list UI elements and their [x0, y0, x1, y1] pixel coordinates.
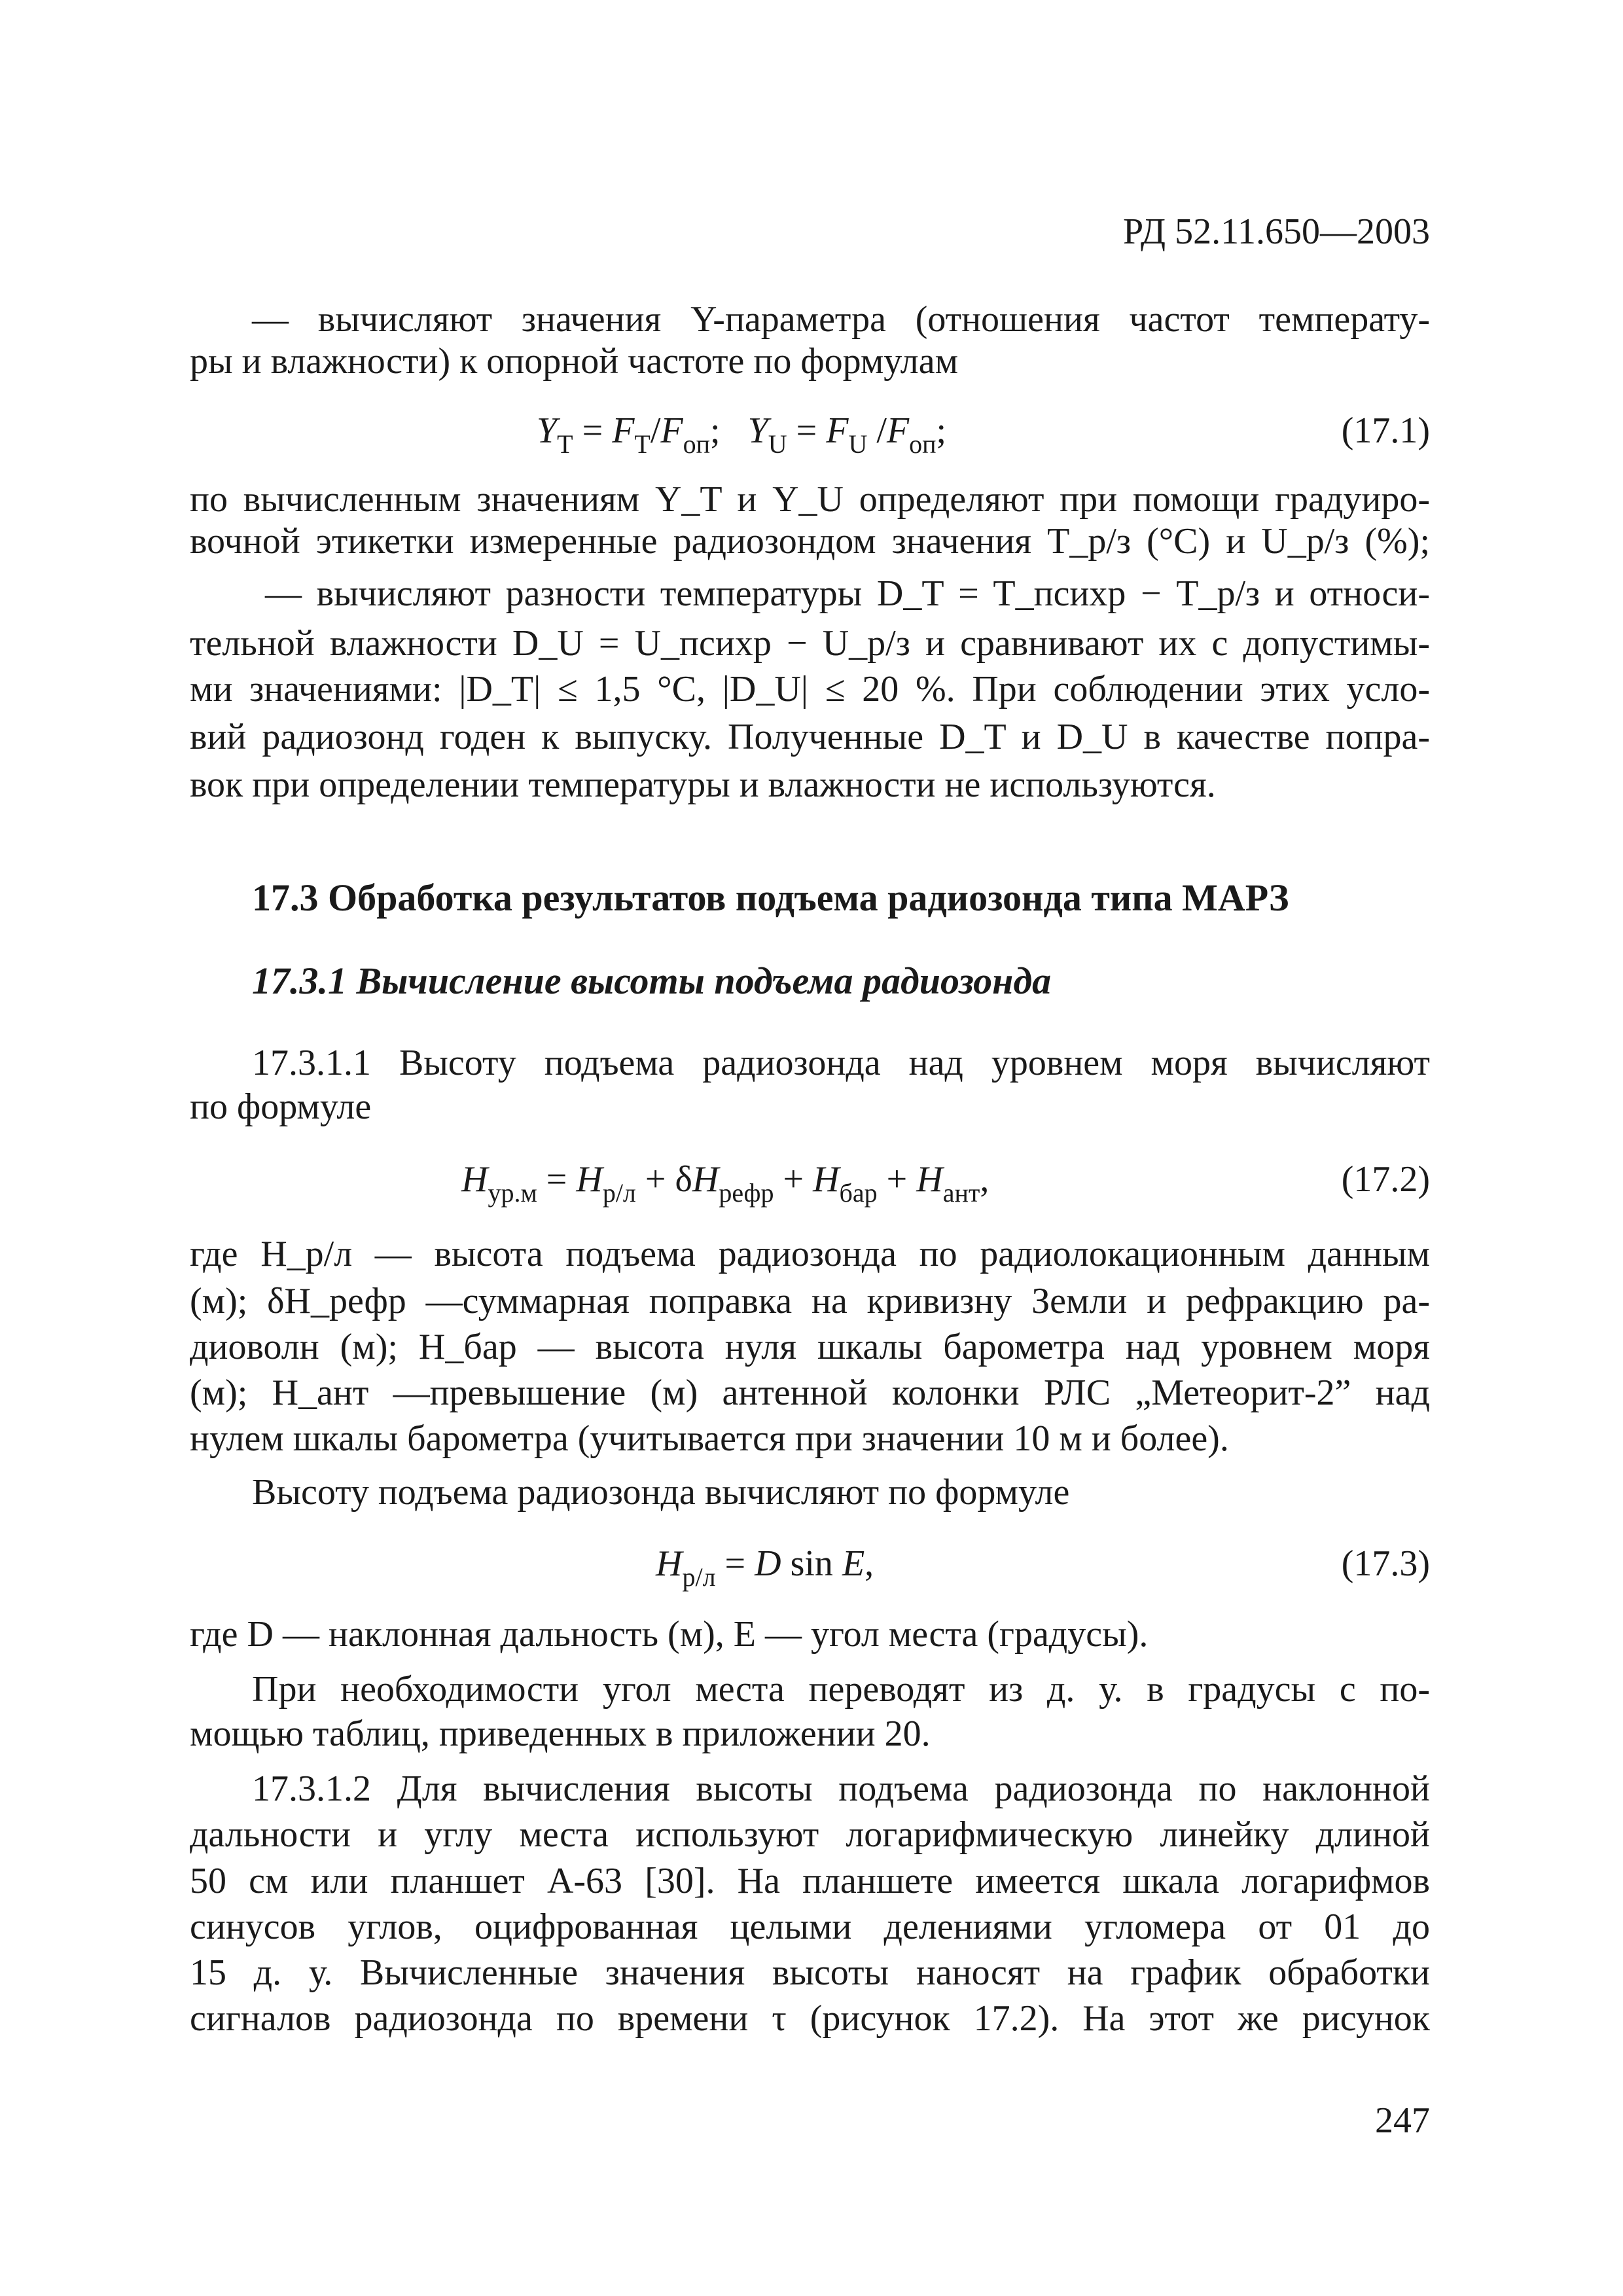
equation-17-3: $H_{р/л} = D$ sin E,	[656, 1543, 874, 1592]
text-line: 17.3.1.1 Высоту подъема радиозонда над уровнем моря вычисляют	[252, 1043, 1430, 1083]
text-line: Высоту подъема радиозонда вычисляют по формуле	[252, 1472, 1070, 1513]
text-line: вочной этикетки измеренные радиозондом значения T_р/з (°С) и U_р/з (%);	[190, 521, 1430, 562]
running-header: РД 52.11.650—2003	[1122, 211, 1430, 252]
text-line: ры и влажности) к опорной частоте по формулам	[190, 341, 959, 382]
equation-17-2: $H_{ур.м} = H_{р/л} + \delta H_{рефр} + H_{бар} + H_{ант}$,	[461, 1159, 990, 1208]
equation-number: (17.1)	[1341, 410, 1430, 451]
text-line: — вычисляют разности температуры D_T = T_психр − T_р/з и относи-	[265, 573, 1430, 614]
text-line: где H_р/л — высота подъема радиозонда по радиолокационным данным	[190, 1234, 1430, 1274]
text-line: синусов углов, оцифрованная целыми делениями угломера от 01 до	[190, 1907, 1430, 1947]
equation-number: (17.2)	[1341, 1159, 1430, 1200]
section-heading: 17.3 Обработка результатов подъема радиозонда типа МАРЗ	[252, 876, 1289, 919]
text-line: ми значениями: |D_T| ≤ 1,5 °С, |D_U| ≤ 20 %. При соблюдении этих усло-	[190, 669, 1430, 709]
text-line: При необходимости угол места переводят из д. у. в градусы с по-	[252, 1669, 1430, 1710]
text-line: дальности и углу места используют логарифмическую линейку длиной	[190, 1814, 1430, 1855]
text-line: 17.3.1.2 Для вычисления высоты подъема радиозонда по наклонной	[252, 1768, 1430, 1809]
equation-17-1: $Y_T = F_T/F_{оп}$; $Y_U = F_U$ $/F_{оп}$;	[537, 410, 947, 459]
text-line: где D — наклонная дальность (м), E — угол места (градусы).	[190, 1614, 1149, 1655]
text-line: вок при определении температуры и влажности не используются.	[190, 764, 1216, 805]
text-line: (м); H_ант —превышение (м) антенной колонки РЛС „Метеорит-2” над	[190, 1372, 1430, 1413]
text-line: по формуле	[190, 1086, 372, 1127]
text-line: нулем шкалы барометра (учитывается при значении 10 м и более).	[190, 1418, 1229, 1459]
text-line: сигналов радиозонда по времени τ (рисунок 17.2). На этот же рисунок	[190, 1998, 1430, 2039]
page-number: 247	[1375, 2100, 1430, 2141]
subsection-heading: 17.3.1 Вычисление высоты подъема радиозонда	[252, 960, 1052, 1002]
equation-number: (17.3)	[1341, 1543, 1430, 1584]
text-line: по вычисленным значениям Y_T и Y_U определяют при помощи градуиро-	[190, 479, 1430, 520]
text-line: 50 см или планшет А-63 [30]. На планшете имеется шкала логарифмов	[190, 1861, 1430, 1901]
text-line: 15 д. у. Вычисленные значения высоты наносят на график обработки	[190, 1952, 1430, 1993]
text-line: — вычисляют значения Y-параметра (отношения частот температу-	[252, 299, 1430, 340]
text-line: диоволн (м); H_бар — высота нуля шкалы барометра над уровнем моря	[190, 1327, 1430, 1367]
text-line: (м); δH_рефр —суммарная поправка на кривизну Земли и рефракцию ра-	[190, 1281, 1430, 1321]
text-line: вий радиозонд годен к выпуску. Полученные D_T и D_U в качестве попра-	[190, 717, 1430, 757]
text-line: мощью таблиц, приведенных в приложении 20.	[190, 1713, 931, 1754]
text-line: тельной влажности D_U = U_психр − U_р/з и сравнивают их с допустимы-	[190, 623, 1430, 664]
